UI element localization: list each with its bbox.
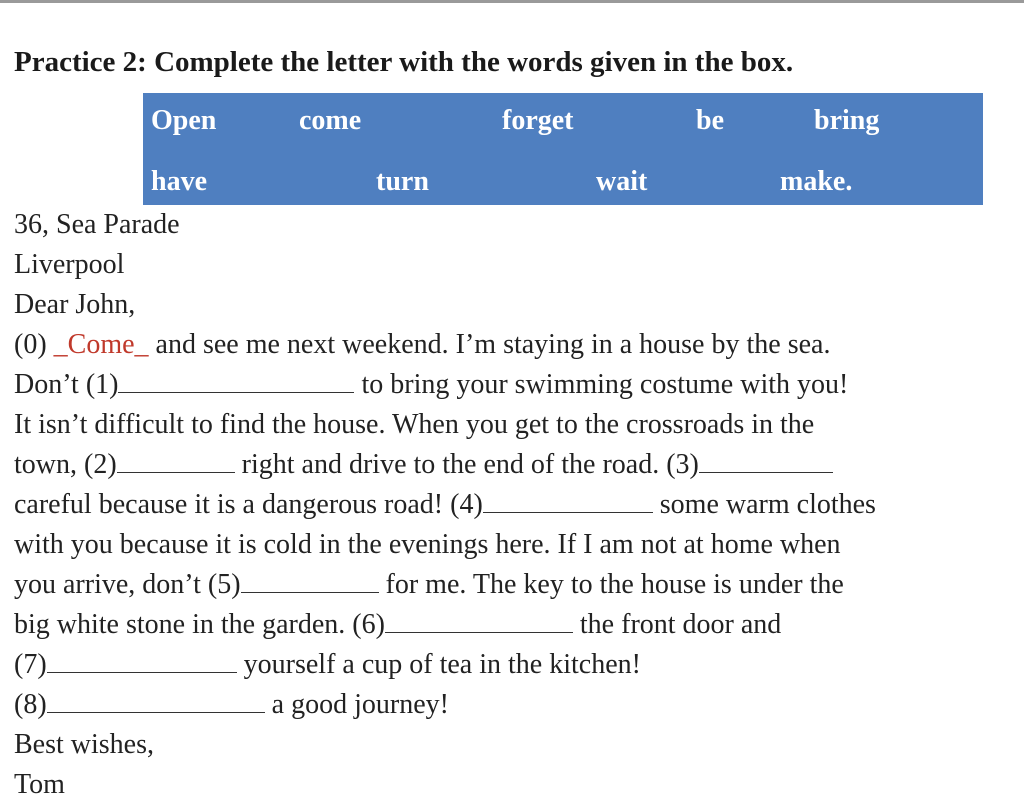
letter-body	[14, 205, 876, 805]
word-be: be	[696, 105, 724, 136]
word-make: make.	[780, 166, 853, 197]
letter-line-6	[14, 565, 876, 605]
line-text: to bring your swimming costume with you!	[354, 369, 849, 400]
blank-4[interactable]	[483, 486, 653, 513]
item-number-0: (0)	[14, 329, 54, 360]
blank-7[interactable]	[47, 646, 237, 673]
line-text: big white stone in the garden. (6)	[14, 609, 385, 640]
word-forget: forget	[502, 105, 574, 136]
closing: Best wishes,	[14, 729, 154, 760]
letter-line-0	[14, 325, 876, 365]
address-line-1: 36, Sea Parade	[14, 209, 180, 240]
line-text: (7)	[14, 649, 47, 680]
blank-6[interactable]	[385, 606, 573, 633]
letter-line-7	[14, 605, 876, 645]
line-text: (8)	[14, 689, 47, 720]
letter-line-5: with you because it is cold in the evenings here. If I am not at home when	[14, 529, 841, 560]
word-open: Open	[151, 105, 217, 136]
word-come: come	[299, 105, 362, 136]
address-line-2: Liverpool	[14, 249, 125, 280]
letter-line-3	[14, 445, 876, 485]
line-text: and see me next weekend. I’m staying in a house by the sea.	[148, 329, 831, 360]
letter-line-1	[14, 365, 876, 405]
line-text: some warm clothes	[652, 489, 876, 520]
blank-1[interactable]	[118, 366, 354, 393]
letter-line-4	[14, 485, 876, 525]
line-text: for me. The key to the house is under the	[378, 569, 844, 600]
line-text: you arrive, don’t (5)	[14, 569, 241, 600]
word-wait: wait	[596, 166, 648, 197]
letter-line-8	[14, 645, 876, 685]
blank-2[interactable]	[117, 446, 235, 473]
greeting: Dear John,	[14, 289, 136, 320]
line-text: yourself a cup of tea in the kitchen!	[236, 649, 641, 680]
top-divider	[0, 0, 1024, 3]
line-text: right and drive to the end of the road. (3)	[234, 449, 699, 480]
letter-line-9	[14, 685, 876, 725]
blank-3[interactable]	[699, 446, 833, 473]
example-answer: _Come_	[53, 329, 149, 360]
line-text: careful because it is a dangerous road! (4)	[14, 489, 483, 520]
blank-5[interactable]	[241, 566, 379, 593]
line-text: the front door and	[572, 609, 782, 640]
line-text: Don’t (1)	[14, 369, 119, 400]
word-box	[143, 93, 983, 205]
exercise-title: Practice 2: Complete the letter with the words given in the box.	[14, 46, 794, 78]
signature: Tom	[14, 769, 65, 800]
word-turn: turn	[376, 166, 429, 197]
letter-line-2: It isn’t difficult to find the house. When you get to the crossroads in the	[14, 409, 815, 440]
word-bring: bring	[814, 105, 880, 136]
line-text: town, (2)	[14, 449, 117, 480]
line-text: a good journey!	[264, 689, 449, 720]
word-have: have	[151, 166, 207, 197]
blank-8[interactable]	[47, 686, 265, 713]
